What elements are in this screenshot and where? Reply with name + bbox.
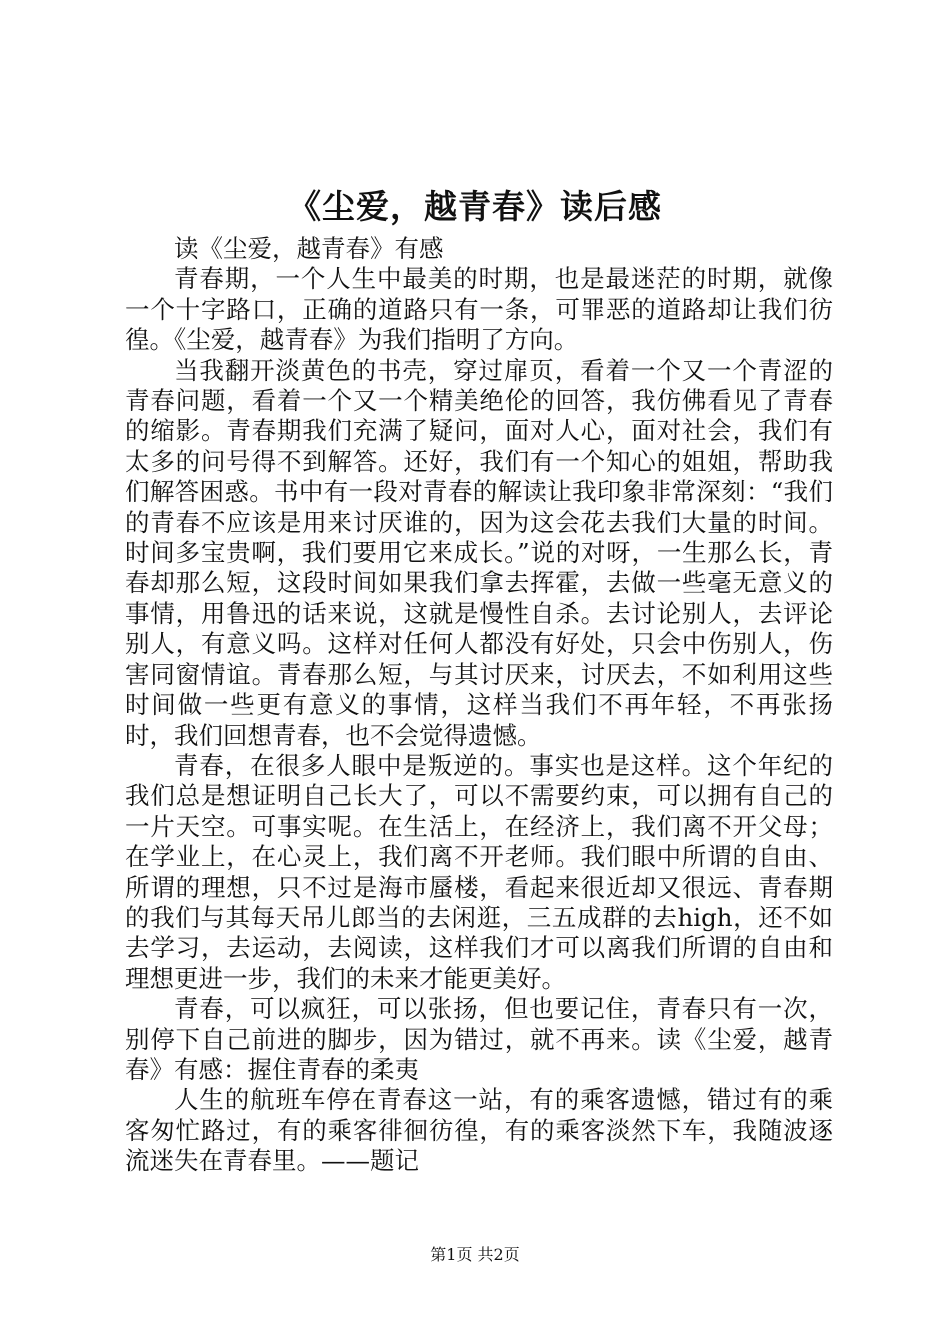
paragraph: 青春期，一个人生中最美的时期，也是最迷茫的时期，就像一个十字路口，正确的道路只有一条，可罪恶的道路却让我们彷徨。《尘爱，越青春》为我们指明了方向。 xyxy=(125,264,833,355)
paragraph: 青春，在很多人眼中是叛逆的。事实也是这样。这个年纪的我们总是想证明自己长大了，可以不需要约束，可以拥有自己的一片天空。可事实呢。在生活上，在经济上，我们离不开父母；在学业上，在心灵上，我们离不开老师。我们眼中所谓的自由、所谓的理想，只不过是海市蜃楼，看起来很近却又很远、青春期的我们与其每天吊儿郎当的去闲逛，三五成群的去high，还不如去学习，去运动，去阅读，这样我们才可以离我们所谓的自由和理想更进一步，我们的未来才能更美好。 xyxy=(125,750,833,993)
paragraph: 人生的航班车停在青春这一站，有的乘客遗憾，错过有的乘客匆忙路过，有的乘客徘徊彷徨，有的乘客淡然下车，我随波逐流迷失在青春里。——题记 xyxy=(125,1085,833,1176)
paragraph: 当我翻开淡黄色的书壳，穿过扉页，看着一个又一个青涩的青春问题，看着一个又一个精美绝伦的回答，我仿佛看见了青春的缩影。青春期我们充满了疑问，面对人心，面对社会，我们有太多的问号得不到解答。还好，我们有一个知心的姐姐，帮助我们解答困惑。书中有一段对青春的解读让我印象非常深刻：“我们的青春不应该是用来讨厌谁的，因为这会花去我们大量的时间。时间多宝贵啊，我们要用它来成长。”说的对呀，一生那么长，青春却那么短，这段时间如果我们拿去挥霍，去做一些毫无意义的事情，用鲁迅的话来说，这就是慢性自杀。去讨论别人，去评论别人，有意义吗。这样对任何人都没有好处，只会中伤别人，伤害同窗情谊。青春那么短，与其讨厌来，讨厌去，不如利用这些时间做一些更有意义的事情，这样当我们不再年轻，不再张扬时，我们回想青春，也不会觉得遗憾。 xyxy=(125,355,833,750)
document-body xyxy=(125,234,833,1177)
document-title: 《尘爱，越青春》读后感 xyxy=(288,187,662,226)
page-number-footer: 第1页 共2页 xyxy=(430,1245,520,1264)
paragraph-subtitle: 读《尘爱，越青春》有感 xyxy=(174,234,444,263)
paragraph: 青春，可以疯狂，可以张扬，但也要记住，青春只有一次，别停下自己前进的脚步，因为错过，就不再来。读《尘爱，越青春》有感：握住青春的柔夷 xyxy=(125,994,833,1084)
